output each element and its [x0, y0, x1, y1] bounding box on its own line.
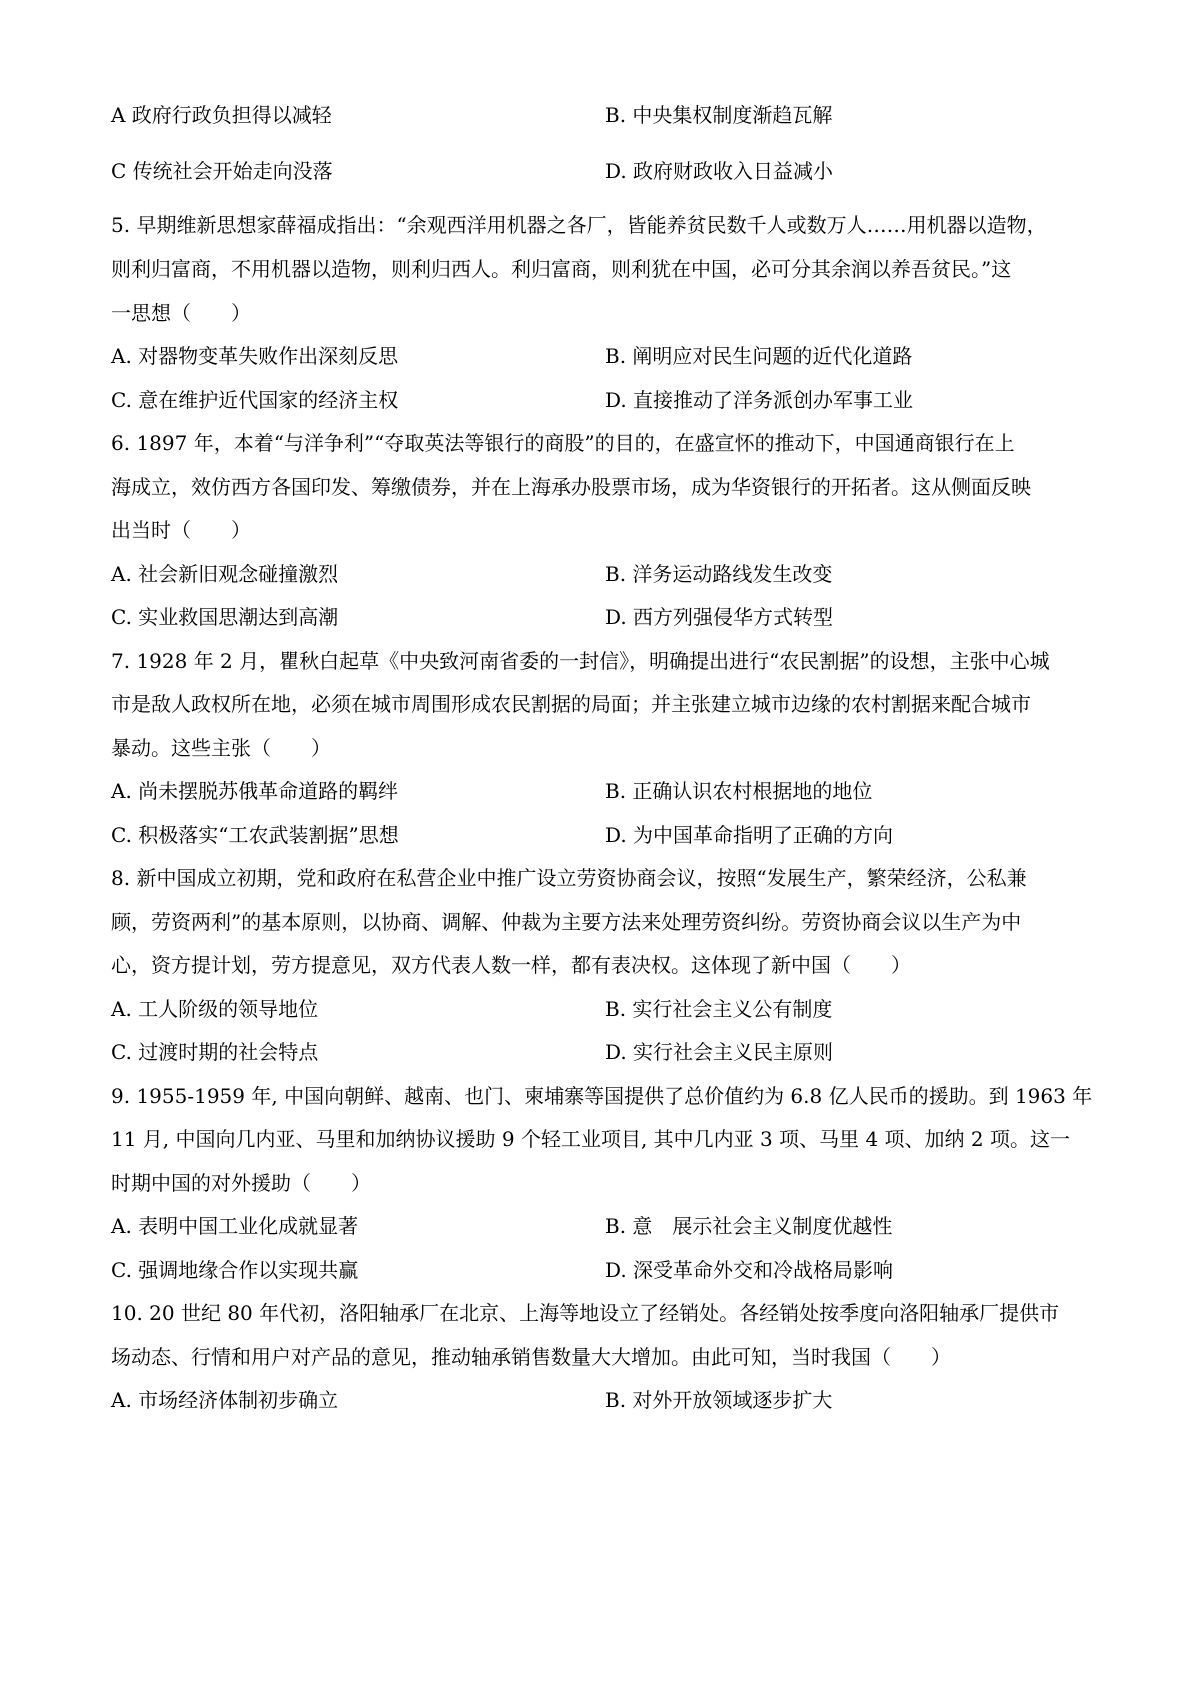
q8-option-d: D. 实行社会主义民主原则: [605, 1040, 834, 1064]
q6-option-d: D. 西方列强侵华方式转型: [605, 605, 834, 629]
q6-stem-line: 海成立，效仿西方各国印发、筹缴债券，并在上海承办股票市场，成为华资银行的开拓者。这从侧面反映: [111, 475, 1031, 499]
q5-option-d: D. 直接推动了洋务派创办军事工业: [605, 388, 914, 412]
q8-option-c: C. 过渡时期的社会特点: [111, 1040, 319, 1064]
q7-option-a: A. 尚未摆脱苏俄革命道路的羁绊: [111, 779, 399, 803]
q6-stem-line: 6. 1897 年，本着“与洋争利”“夺取英法等银行的商股”的目的，在盛宣怀的推动下，中国通商银行在上: [111, 431, 1015, 455]
q5-option-a: A. 对器物变革失败作出深刻反思: [111, 344, 399, 368]
q9-option-c: C. 强调地缘合作以实现共赢: [111, 1258, 359, 1282]
q4-option-d: D. 政府财政收入日益减小: [605, 159, 834, 183]
q10-stem-line: 场动态、行情和用户对产品的意见，推动轴承销售数量大大增加。由此可知，当时我国（ ）: [111, 1345, 951, 1369]
q8-stem-line: 顾，劳资两利”的基本原则，以协商、调解、仲裁为主要方法来处理劳资纠纷。劳资协商会议以生产为中: [111, 910, 1022, 934]
q6-option-a: A. 社会新旧观念碰撞激烈: [111, 562, 339, 586]
q7-stem-line: 暴动。这些主张（ ）: [111, 736, 331, 760]
q5-stem-line: 则利归富商，不用机器以造物，则利归西人。利归富商，则利犹在中国，必可分其余润以养吾贫民。”这: [111, 257, 1012, 281]
q6-stem-line: 出当时（ ）: [111, 518, 251, 542]
q7-option-d: D. 为中国革命指明了正确的方向: [605, 823, 894, 847]
q4-option-b: B. 中央集权制度渐趋瓦解: [605, 103, 833, 127]
q9-stem-line: 9. 1955-1959 年, 中国向朝鲜、越南、也门、柬埔寨等国提供了总价值约为 6.8 亿人民币的援助。到 1963 年: [111, 1084, 1093, 1108]
q8-stem-line: 8. 新中国成立初期，党和政府在私营企业中推广设立劳资协商会议，按照“发展生产，繁荣经济，公私兼: [111, 866, 1027, 890]
q9-stem-line: 11 月, 中国向几内亚、马里和加纳协议援助 9 个轻工业项目, 其中几内亚 3 项、马里 4 项、加纳 2 项。这一: [111, 1127, 1070, 1151]
q5-option-c: C. 意在维护近代国家的经济主权: [111, 388, 399, 412]
q8-stem-line: 心，资方提计划，劳方提意见，双方代表人数一样，都有表决权。这体现了新中国（ ）: [111, 953, 911, 977]
q4-option-a: A 政府行政负担得以减轻: [111, 103, 332, 127]
q10-option-b: B. 对外开放领域逐步扩大: [605, 1388, 833, 1412]
q7-option-c: C. 积极落实“工农武装割据”思想: [111, 823, 399, 847]
q7-option-b: B. 正确认识农村根据地的地位: [605, 779, 873, 803]
q10-option-a: A. 市场经济体制初步确立: [111, 1388, 339, 1412]
q4-option-c: C 传统社会开始走向没落: [111, 159, 333, 183]
q7-stem-line: 市是敌人政权所在地，必须在城市周围形成农民割据的局面；并主张建立城市边缘的农村割据来配合城市: [111, 692, 1031, 716]
q5-stem-line: 一思想（ ）: [111, 301, 251, 325]
q8-option-a: A. 工人阶级的领导地位: [111, 997, 319, 1021]
q5-option-b: B. 阐明应对民生问题的近代化道路: [605, 344, 913, 368]
q9-option-d: D. 深受革命外交和冷战格局影响: [605, 1258, 894, 1282]
q6-option-c: C. 实业救国思潮达到高潮: [111, 605, 339, 629]
q10-stem-line: 10. 20 世纪 80 年代初，洛阳轴承厂在北京、上海等地设立了经销处。各经销处按季度向洛阳轴承厂提供市: [111, 1301, 1060, 1325]
q5-stem-line: 5. 早期维新思想家薛福成指出：“余观西洋用机器之各厂，皆能养贫民数千人或数万人……用机器以造物，: [111, 213, 1047, 237]
q9-stem-line: 时期中国的对外援助（ ）: [111, 1171, 371, 1195]
q7-stem-line: 7. 1928 年 2 月，瞿秋白起草《中央致河南省委的一封信》，明确提出进行“农民割据”的设想，主张中心城: [111, 649, 1050, 673]
q8-option-b: B. 实行社会主义公有制度: [605, 997, 833, 1021]
q9-option-a: A. 表明中国工业化成就显著: [111, 1214, 359, 1238]
q9-option-b: B. 意 展示社会主义制度优越性: [605, 1214, 893, 1238]
q6-option-b: B. 洋务运动路线发生改变: [605, 562, 833, 586]
